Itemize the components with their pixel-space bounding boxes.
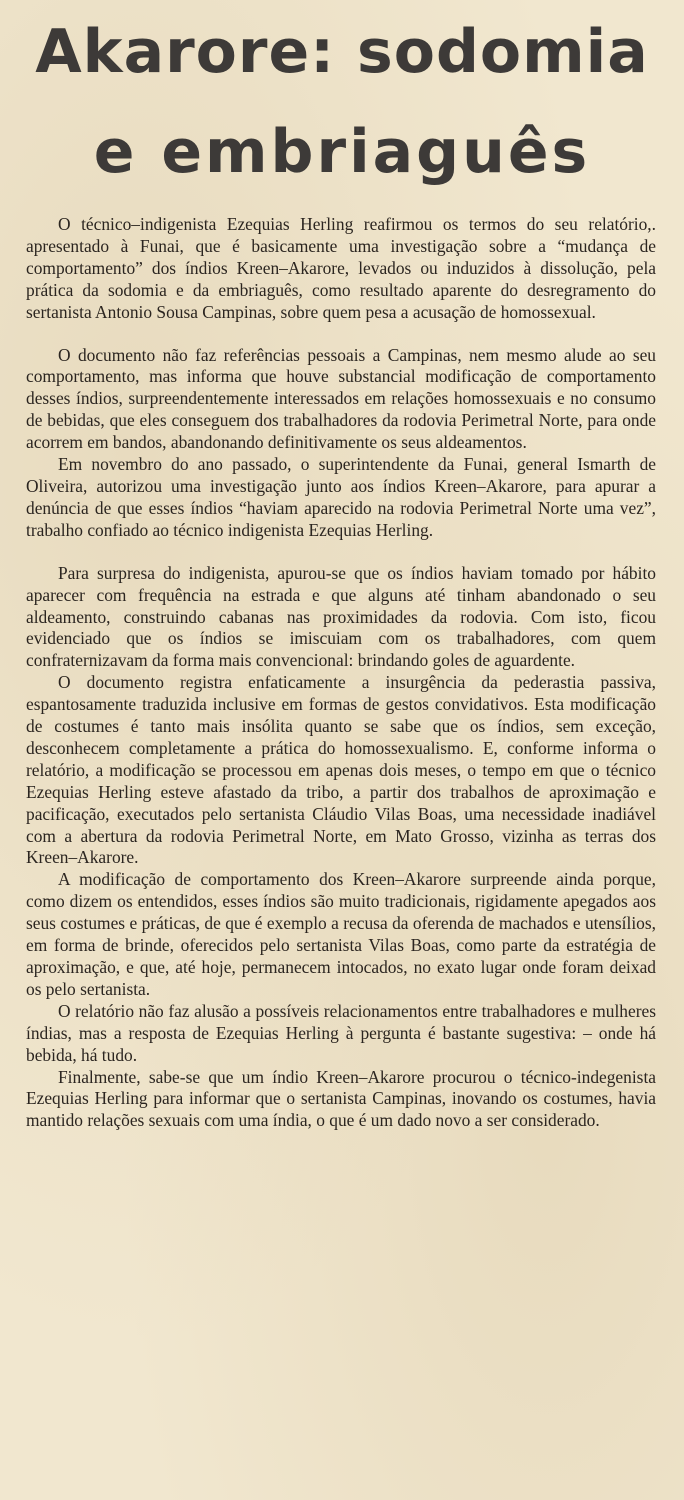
paragraph: O documento registra enfaticamente a insurgência da pederastia passiva, espantosamente traduzida inclusive em formas de gestos convidativos. Esta modificação de costumes é tanto mais insólita quanto se sabe que os índios, sem exceção, desconhecem completamente a prática do homossexualismo. E, conforme informa o relatório, a modificação se processou em apenas dois meses, o tempo em que o técnico Ezequias Herling esteve afastado da tribo, a partir dos trabalhos de aproximação e pacificação, executados pelo sertanista Cláudio Vilas Boas, uma necessidade inadiável com a abertura da rodovia Perimetral Norte, em Mato Grosso, vizinha as terras dos Kreen–Akarore. [26, 672, 656, 868]
headline-line-1: Akarore: sodomia [35, 17, 649, 87]
paragraph: Em novembro do ano passado, o superintendente da Funai, general Ismarth de Oliveira, autorizou uma investigação junto aos índios Kreen–Akarore, para apurar a denúncia de que esses índios “haviam aparecido na rodovia Perimetral Norte uma vez”, trabalho confiado ao técnico indigenista Ezequias Herling. [26, 454, 656, 540]
article-body [26, 214, 656, 1132]
headline-line-2: e embriaguês [93, 117, 591, 187]
paragraph: A modificação de comportamento dos Kreen–Akarore surpreende ainda porque, como dizem os entendidos, esses índios são muito tradicionais, rigidamente apegados aos seus costumes e práticas, de que é exemplo a recusa da oferenda de machados e utensílios, em forma de brinde, oferecidos pelo sertanista Vilas Boas, como parte da estratégia de aproximação, e que, até hoje, permanecem intocados, no exato lugar onde foram deixad os pelo sertanista. [26, 869, 656, 999]
paragraph: Finalmente, sabe-se que um índio Kreen–Akarore procurou o técnico-indegenista Ezequias Herling para informar que o sertanista Campinas, inovando os costumes, havia mantido relações sexuais com uma índia, o que é um dado novo a ser considerado. [26, 1066, 656, 1131]
paragraph: O documento não faz referências pessoais a Campinas, nem mesmo alude ao seu comportamento, mas informa que houve substancial modificação de comportamento desses índios, surpreendentemente interessados em relações homossexuais e no consumo de bebidas, que eles conseguem dos trabalhadores da rodovia Perimetral Norte, para onde acorrem em bandos, abandonando definitivamente os seus aldeamentos. [26, 344, 656, 453]
paragraph: O relatório não faz alusão a possíveis relacionamentos entre trabalhadores e mulheres índias, mas a resposta de Ezequias Herling à pergunta é bastante sugestiva: – onde há bebida, há tudo. [26, 1000, 656, 1065]
paragraph: Para surpresa do indigenista, apurou-se que os índios haviam tomado por hábito aparecer com frequência na estrada e que alguns até tinham abandonado o seu aldeamento, construindo cabanas nas proximidades da rodovia. Com isto, ficou evidenciado que os índios se imiscuiam com os trabalhadores, com quem confraternizavam da forma mais convencional: brindando goles de aguardente. [26, 562, 656, 671]
paragraph: O técnico–indigenista Ezequias Herling reafirmou os termos do seu relatório,. apresentado à Funai, que é basicamente uma investigação sobre a “mudança de comportamento” dos índios Kreen–Akarore, levados ou induzidos à dissolução, pela prática da sodomia e da embriaguês, como resultado aparente do desregramento do sertanista Antonio Sousa Campinas, sobre quem pesa a acusação de homossexual. [26, 214, 656, 322]
